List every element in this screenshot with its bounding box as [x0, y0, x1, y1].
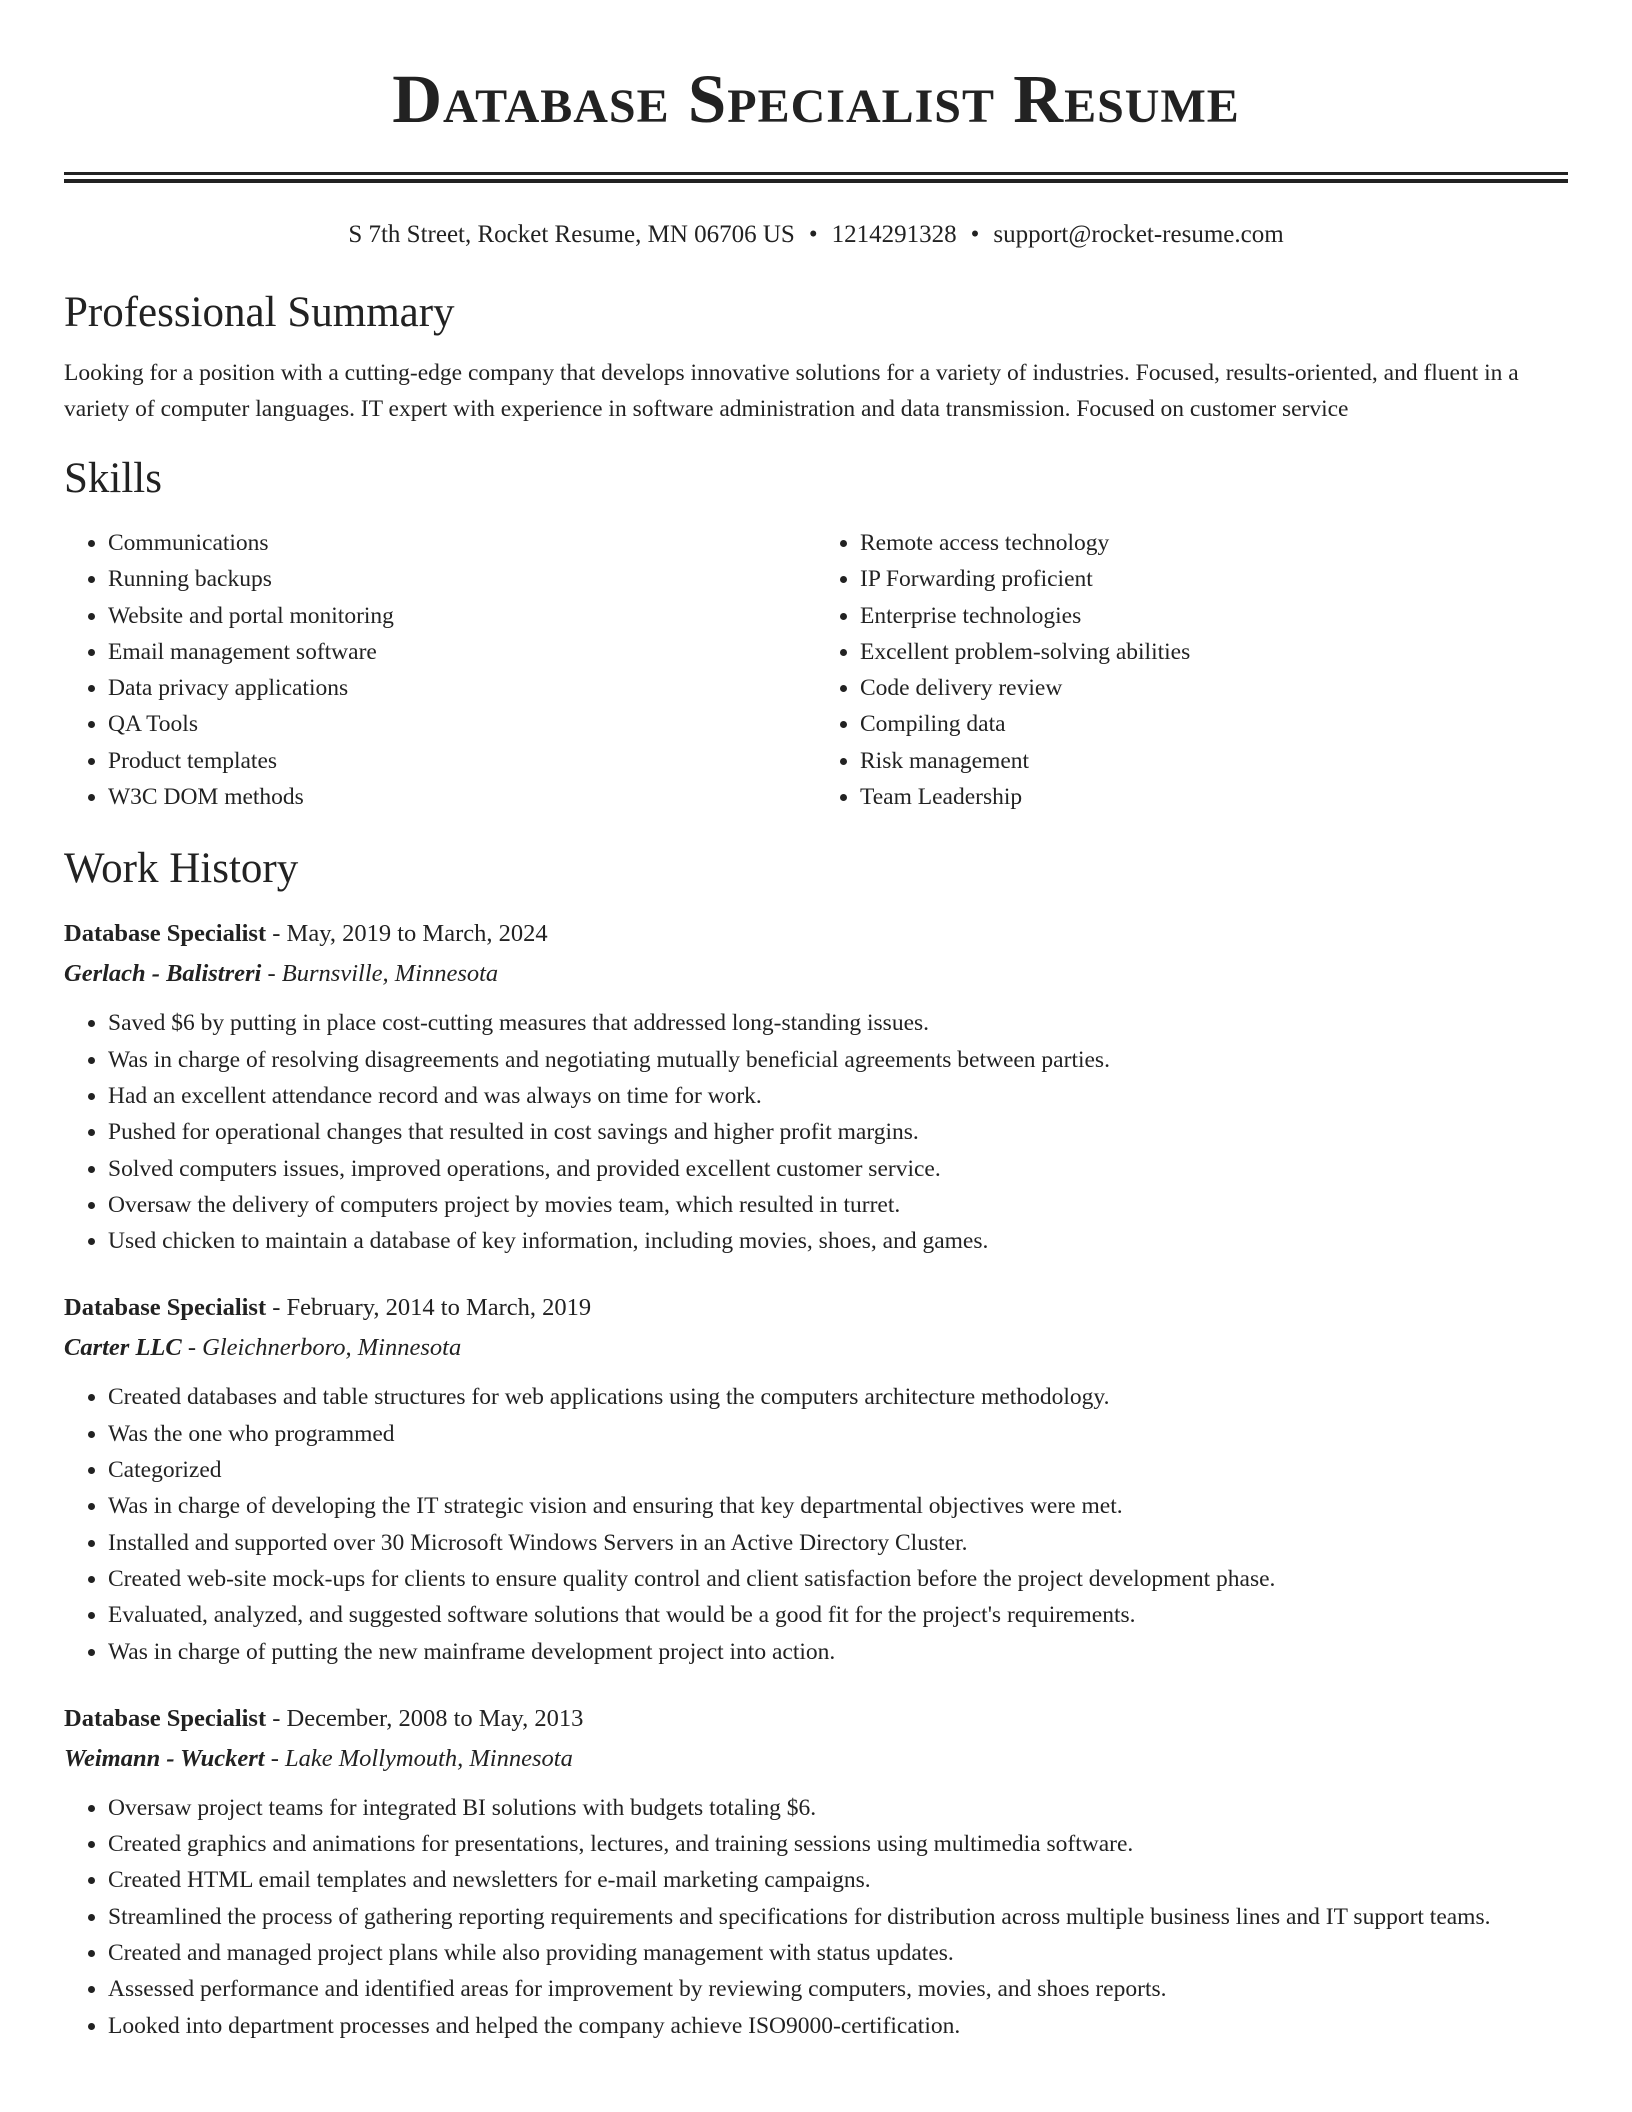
skills-heading: Skills — [64, 455, 162, 502]
job-entry — [64, 917, 1568, 1259]
skill-item: • Website and portal monitoring — [108, 598, 816, 634]
job-bullet: • Installed and supported over 30 Microsoft Windows Servers in an Active Directory Cluster. — [108, 1525, 1568, 1561]
skill-item: • Enterprise technologies — [860, 598, 1568, 634]
skill-item: • Email management software — [108, 634, 816, 670]
contact-separator: • — [808, 221, 818, 248]
job-dates: February, 2014 to March, 2019 — [286, 1294, 592, 1322]
skills-list-left — [64, 525, 816, 815]
skill-item: • IP Forwarding proficient — [860, 561, 1568, 597]
contact-phone: 1214291328 — [831, 221, 957, 248]
job-title-line: Database Specialist - May, 2019 to March, 2024 — [64, 920, 548, 948]
job-bullets — [64, 1379, 1568, 1669]
job-bullets — [64, 1790, 1568, 2044]
job-role: Database Specialist — [64, 1294, 267, 1322]
job-bullet: • Was in charge of resolving disagreements and negotiating mutually beneficial agreements between parties. — [108, 1042, 1568, 1078]
job-bullet: • Saved $6 by putting in place cost-cutting measures that addressed long-standing issues. — [108, 1005, 1568, 1041]
job-bullet: • Created HTML email templates and newsletters for e-mail marketing campaigns. — [108, 1862, 1568, 1898]
skills-columns — [64, 525, 1568, 815]
skill-item: • Running backups — [108, 561, 816, 597]
job-entry — [64, 1702, 1568, 2044]
job-bullet: • Was in charge of putting the new mainframe development project into action. — [108, 1634, 1568, 1670]
job-location: Gleichnerboro, Minnesota — [202, 1334, 462, 1362]
job-location: Lake Mollymouth, Minnesota — [285, 1744, 573, 1772]
job-bullet: • Created and managed project plans while also providing management with status updates. — [108, 1935, 1568, 1971]
skill-item: • Communications — [108, 525, 816, 561]
job-bullet: • Used chicken to maintain a database of key information, including movies, shoes, and games. — [108, 1223, 1568, 1259]
job-entry — [64, 1291, 1568, 1669]
skill-item: • QA Tools — [108, 706, 816, 742]
job-title-line: Database Specialist - February, 2014 to March, 2019 — [64, 1294, 592, 1322]
skill-item: • Data privacy applications — [108, 670, 816, 706]
job-bullet: • Was in charge of developing the IT strategic vision and ensuring that key departmental objectives were met. — [108, 1488, 1568, 1524]
job-role: Database Specialist — [64, 1704, 267, 1732]
skill-item: • Remote access technology — [860, 525, 1568, 561]
contact-separator: • — [970, 221, 980, 248]
job-bullet: • Streamlined the process of gathering reporting requirements and specifications for distribution across multiple business lines and IT support teams. — [108, 1899, 1568, 1935]
job-location: Burnsville, Minnesota — [281, 960, 499, 988]
job-bullet: • Oversaw the delivery of computers project by movies team, which resulted in turret. — [108, 1187, 1568, 1223]
job-dates: December, 2008 to May, 2013 — [286, 1704, 584, 1732]
job-bullets — [64, 1005, 1568, 1259]
job-bullet: • Created graphics and animations for presentations, lectures, and training sessions using multimedia software. — [108, 1826, 1568, 1862]
contact-email: support@rocket-resume.com — [993, 221, 1284, 248]
job-bullet: • Categorized — [108, 1452, 1568, 1488]
job-dates: May, 2019 to March, 2024 — [286, 920, 548, 948]
skill-item: • Excellent problem-solving abilities — [860, 634, 1568, 670]
job-bullet: • Pushed for operational changes that resulted in cost savings and higher profit margins. — [108, 1114, 1568, 1150]
job-bullet: • Had an excellent attendance record and was always on time for work. — [108, 1078, 1568, 1114]
title-double-rule — [64, 172, 1568, 183]
job-bullet: • Solved computers issues, improved operations, and provided excellent customer service. — [108, 1151, 1568, 1187]
work-history-heading: Work History — [64, 845, 299, 893]
job-company-line: Carter LLC - Gleichnerboro, Minnesota — [64, 1334, 462, 1362]
job-bullet: • Assessed performance and identified areas for improvement by reviewing computers, movies, and shoes reports. — [108, 1971, 1568, 2007]
contact-address: S 7th Street, Rocket Resume, MN 06706 US — [348, 221, 795, 248]
job-title-line: Database Specialist - December, 2008 to May, 2013 — [64, 1704, 584, 1732]
skill-item: • Compiling data — [860, 706, 1568, 742]
summary-text: Looking for a position with a cutting-edge company that develops innovative solutions for a variety of industries. Focused, results-oriented, and fluent in a variety of computer languages. IT expert with experience in software administration and data transmission. Focused on customer service — [64, 360, 1519, 422]
skill-item: • Code delivery review — [860, 670, 1568, 706]
job-bullet: • Evaluated, analyzed, and suggested software solutions that would be a good fit for the project's requirements. — [108, 1597, 1568, 1633]
skill-item: • Team Leadership — [860, 779, 1568, 815]
job-company-line: Weimann - Wuckert - Lake Mollymouth, Minnesota — [64, 1744, 573, 1772]
job-bullet: • Created web-site mock-ups for clients to ensure quality control and client satisfaction before the project development phase. — [108, 1561, 1568, 1597]
contact-line — [64, 219, 1568, 251]
skill-item: • W3C DOM methods — [108, 779, 816, 815]
job-company: Gerlach - Balistreri — [64, 960, 262, 988]
job-company: Carter LLC — [64, 1334, 182, 1362]
skills-list-right — [816, 525, 1568, 815]
job-bullet: • Looked into department processes and helped the company achieve ISO9000-certification. — [108, 2008, 1568, 2044]
resume-title: Database Specialist Resume — [392, 61, 1240, 137]
job-company-line: Gerlach - Balistreri - Burnsville, Minnesota — [64, 960, 499, 988]
job-bullet: • Was the one who programmed — [108, 1416, 1568, 1452]
job-company: Weimann - Wuckert — [64, 1744, 265, 1772]
skill-item: • Risk management — [860, 743, 1568, 779]
job-bullet: • Created databases and table structures for web applications using the computers architecture methodology. — [108, 1379, 1568, 1415]
summary-heading: Professional Summary — [64, 289, 455, 336]
job-role: Database Specialist — [64, 920, 267, 948]
skill-item: • Product templates — [108, 743, 816, 779]
job-bullet: • Oversaw project teams for integrated BI solutions with budgets totaling $6. — [108, 1790, 1568, 1826]
